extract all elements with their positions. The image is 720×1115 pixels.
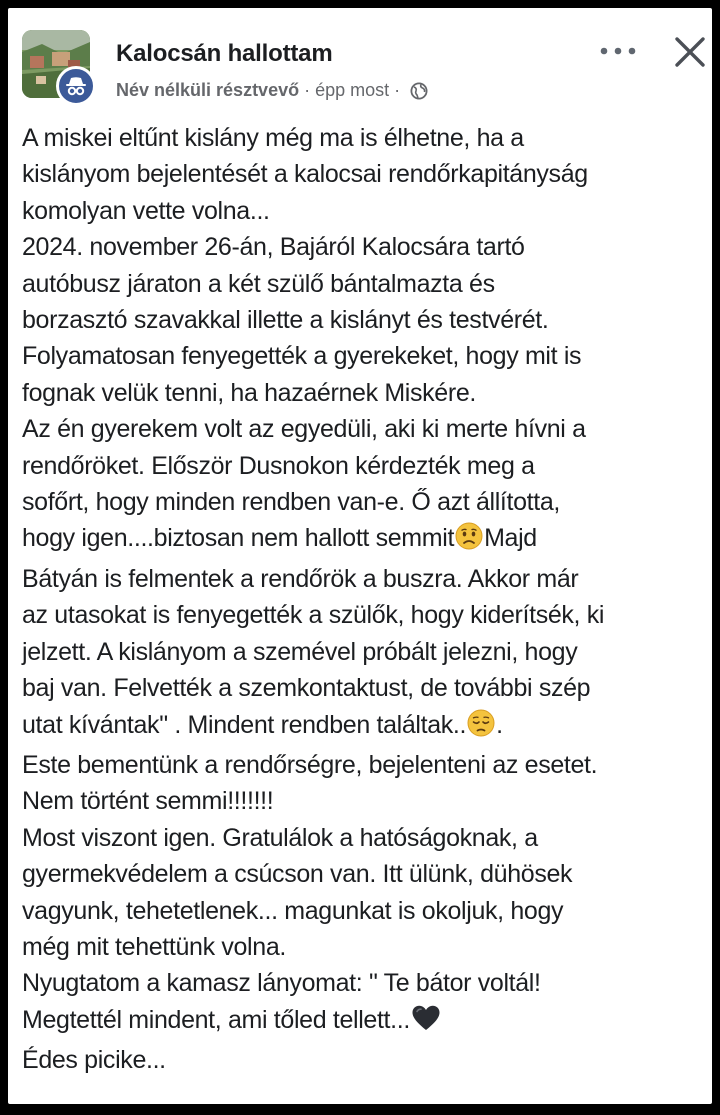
post-text-line: rendőröket. Először Dusnokon kérdezték meg a bbox=[22, 451, 535, 480]
post-text-line: Nyugtatom a kamasz lányomat: " Te bátor voltál! bbox=[22, 969, 541, 998]
close-icon bbox=[673, 35, 707, 69]
pensive-face-emoji bbox=[467, 709, 495, 747]
meta-separator: · bbox=[304, 80, 311, 100]
post-text-line: jelzett. A kislányom a szemével próbált jelezni, hogy bbox=[22, 637, 578, 666]
incognito-icon bbox=[64, 75, 88, 97]
post-text-line bbox=[22, 707, 712, 747]
worried-face-emoji bbox=[455, 522, 483, 560]
post-text-line: Bátyán is felmentek a rendőrök a buszra. Akkor már bbox=[22, 564, 579, 593]
black-heart-emoji bbox=[411, 1004, 441, 1042]
globe-icon[interactable] bbox=[410, 82, 428, 100]
post-text-line bbox=[22, 520, 712, 560]
post-text-line: borzasztó szavakkal illette a kislányt és testvérét. bbox=[22, 306, 549, 335]
post-header bbox=[20, 28, 712, 118]
post-text-line: autóbusz járaton a két szülő bántalmazta és bbox=[22, 269, 495, 298]
post-text-line: komolyan vette volna... bbox=[22, 196, 270, 225]
more-dots-icon bbox=[598, 46, 638, 56]
post-text-line: még mit tehettünk volna. bbox=[22, 932, 286, 961]
more-options-button[interactable] bbox=[596, 36, 640, 66]
post-text-line bbox=[22, 1002, 712, 1042]
post-text-segment: . bbox=[496, 710, 503, 739]
post-text-line: Folyamatosan fenyegették a gyerekeket, hogy mit is bbox=[22, 342, 582, 371]
post-text-line: kislányom bejelentését a kalocsai rendőrkapitányság bbox=[22, 160, 588, 189]
post-text-segment: utat kívántak" . Mindent rendben találtak.. bbox=[22, 710, 467, 739]
anonymous-participant-badge bbox=[56, 66, 96, 106]
post-text-line: Most viszont igen. Gratulálok a hatóságoknak, a bbox=[22, 823, 538, 852]
post-text bbox=[22, 120, 712, 1079]
post-text-line: fognak velük tenni, ha hazaérnek Miskére. bbox=[22, 378, 476, 407]
post-text-line: sofőrt, hogy minden rendben van-e. Ő azt állította, bbox=[22, 488, 561, 517]
post-text-segment: Majd bbox=[484, 524, 537, 553]
post-text-line: 2024. november 26-án, Bajáról Kalocsára tartó bbox=[22, 233, 525, 262]
meta-separator-2: · bbox=[394, 80, 401, 100]
post-text-segment: Megtettél mindent, ami tőled tellett... bbox=[22, 1005, 410, 1034]
post-text-line: A miskei eltűnt kislány még ma is élhetne, ha a bbox=[22, 124, 524, 152]
post-text-line: az utasokat is fenyegették a szülők, hogy kiderítsék, ki bbox=[22, 601, 605, 630]
group-name-link[interactable]: Kalocsán hallottam bbox=[116, 40, 333, 67]
close-button[interactable] bbox=[670, 32, 710, 72]
post-text-line: Nem történt semmi!!!!!!! bbox=[22, 787, 274, 816]
post-text-line: baj van. Felvették a szemkontaktust, de további szép bbox=[22, 674, 591, 703]
post-meta bbox=[116, 80, 428, 101]
post-text-line: Édes picike... bbox=[22, 1046, 166, 1075]
post-time[interactable]: épp most bbox=[315, 80, 390, 100]
post-text-line: Az én gyerekem volt az egyedüli, aki ki merte hívni a bbox=[22, 415, 586, 444]
post-card bbox=[8, 8, 712, 1104]
post-text-segment: hogy igen....biztosan nem hallott semmit bbox=[22, 524, 455, 553]
post-text-line: vagyunk, tehetetlenek... magunkat is okoljuk, hogy bbox=[22, 896, 564, 925]
post-text-line: Este bementünk a rendőrségre, bejelenteni az esetet. bbox=[22, 750, 598, 779]
post-text-line: gyermekvédelem a csúcson van. Itt ülünk, dühösek bbox=[22, 860, 573, 889]
author-name[interactable]: Név nélküli résztvevő bbox=[116, 80, 300, 100]
